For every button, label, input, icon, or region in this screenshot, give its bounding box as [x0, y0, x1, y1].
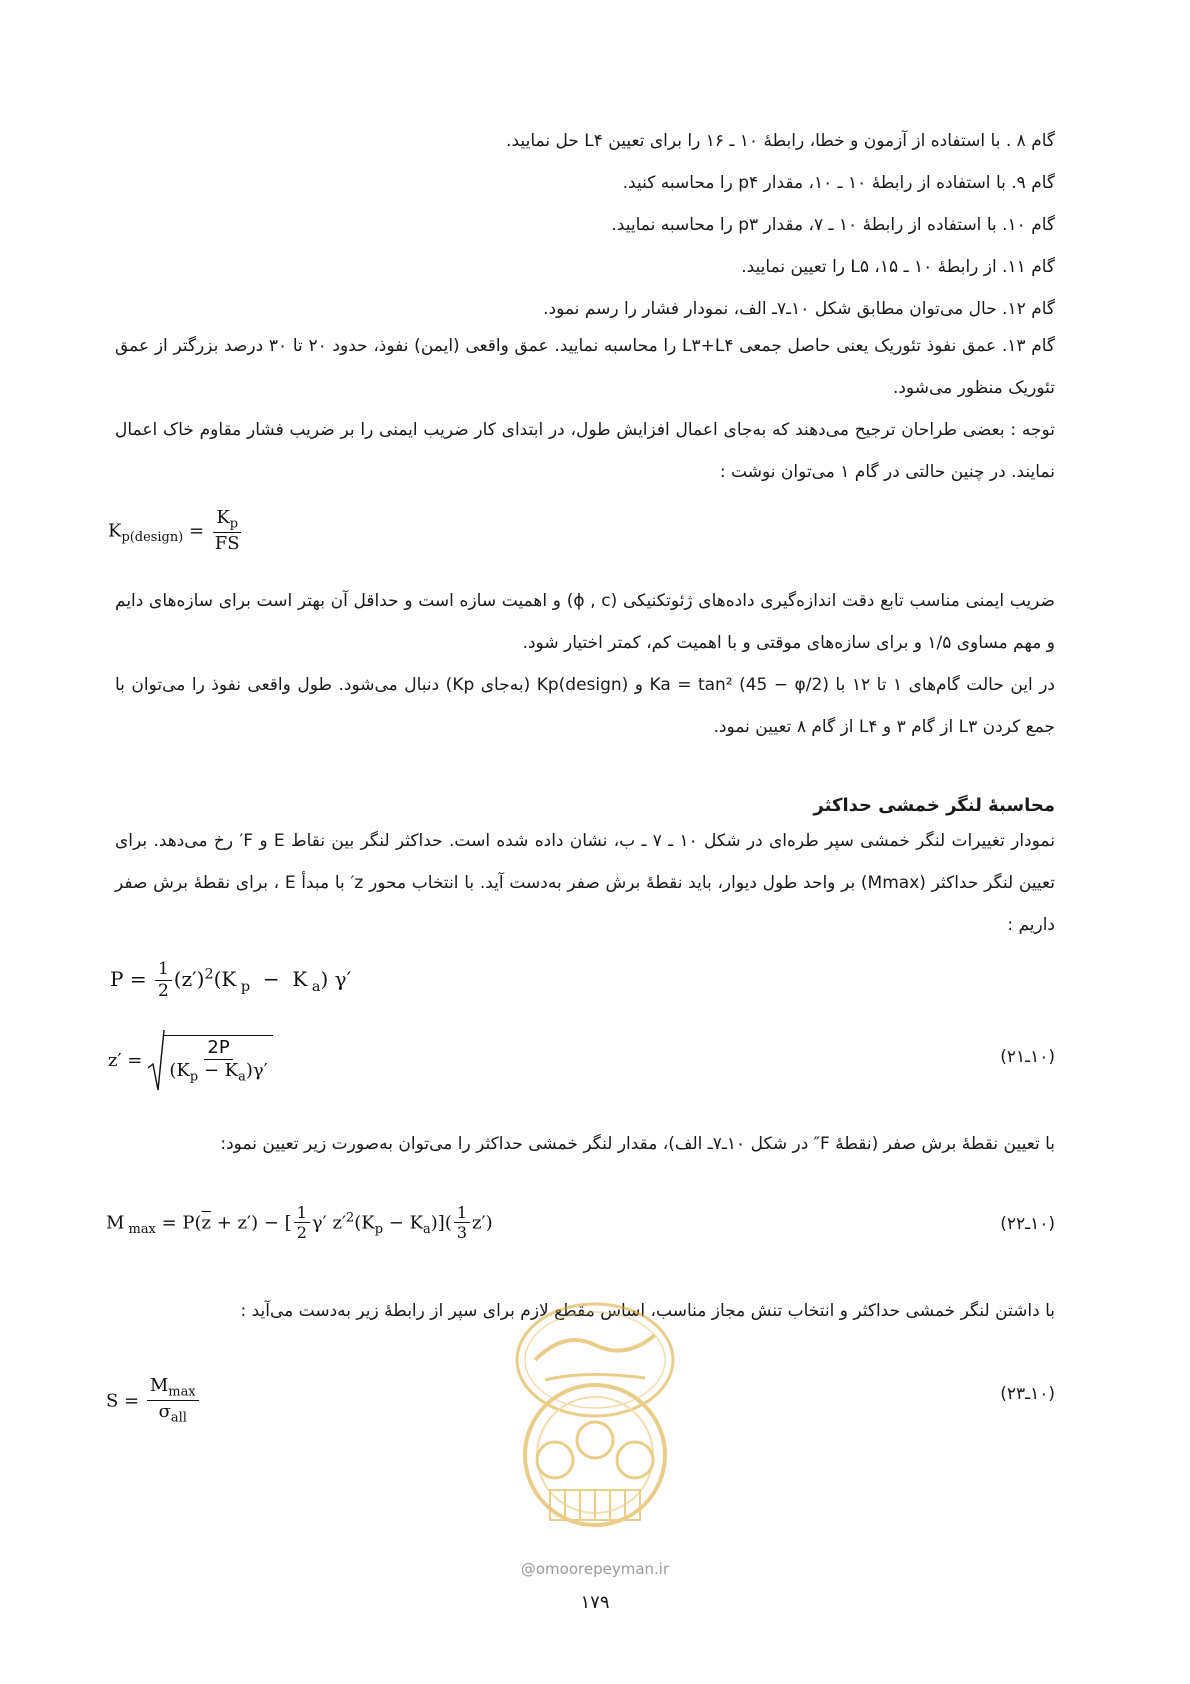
steps-paragraph: در این حالت گام‌های ۱ تا ۱۲ با Ka = tan² (45 − φ/2) و Kp(design) (به‌جای Kp) دنبال می‌شود. طول واقعی نفوذ را می‌توان با جمع کردن L۳ از گام ۳ و L۴ از گام ۸ تعیین نمود.: [115, 675, 1056, 737]
eq-kp-num-sub: p: [229, 516, 239, 532]
equation-22: M $_{max} = P(\overline{z} + z')$ − [ $\frac{1}{2}$ γ′ $z'^2(K_p - K_a)$]( $\frac{1}{3}$ z′): [106, 1203, 493, 1243]
eq-kp-lhs-sub: p(design): [121, 530, 184, 546]
page-number: ۱۷۹: [580, 1592, 610, 1613]
step-9: گام ۹. با استفاده از رابطهٔ ۱۰ ـ ۱۰، مقدار p۴ را محاسبه کنید.: [622, 173, 1055, 193]
moment-paragraph: نمودار تغییرات لنگر خمشی سپر طره‌ای در شکل ۱۰ ـ ۷ ـ ب، نشان داده شده است. حداکثر لنگر بین نقاط E و F′ رخ می‌دهد. برای تعیین لنگر حداکثر (Mmax) بر واحد طول دیوار، باید نقطهٔ برش صفر به‌دست آید. با انتخاب محور z′ با مبدأ E ، برای نقطهٔ برش صفر داریم :: [115, 831, 1055, 935]
equation-kp-design: $K_{p(design)}$ = $\frac{K_p}{FS}$: [108, 508, 245, 555]
watermark-seal-logo: [495, 1290, 695, 1580]
step-13: گام ۱۳. عمق نفوذ تئوریک یعنی حاصل جمعی L۳+L۴ را محاسبه نمایید. عمق واقعی (ایمن) نفوذ، حدود ۲۰ تا ۳۰ درصد بزرگتر از عمق تئوریک منظور می‌شود.: [115, 336, 1056, 398]
eq-kp-num: K: [216, 507, 230, 528]
equation-21: z′ = $\frac{2P}{(K_p - K_a)\gamma'}$: [108, 1028, 273, 1092]
section-modulus-paragraph: با داشتن لنگر خمشی حداکثر و انتخاب تنش مجاز مناسب، اساس مقطع لازم برای سپر از رابطهٔ زیر به‌دست می‌آید :: [240, 1301, 1055, 1321]
equation-23: S = $\frac{M_{max}}{\sigma_{all}}$: [106, 1376, 201, 1427]
step-12: گام ۱۲. حال می‌توان مطابق شکل ۱۰ـ۷ـ الف، نمودار فشار را رسم نمود.: [543, 299, 1055, 319]
safety-factor-paragraph: ضریب ایمنی مناسب تابع دقت اندازه‌گیری داده‌های ژئوتکنیکی (ϕ , c) و اهمیت سازه است و حداقل آن بهتر است برای سازه‌های دایم و مهم مساوی ۱/۵ و برای سازه‌های موقتی و با اهمیت کم، کمتر اختیار شود.: [115, 591, 1055, 653]
step-11: گام ۱۱. از رابطهٔ ۱۰ ـ ۱۵، L۵ را تعیین نمایید.: [741, 257, 1055, 277]
step-10: گام ۱۰. با استفاده از رابطهٔ ۱۰ ـ ۷، مقدار p۳ را محاسبه نمایید.: [611, 215, 1055, 235]
section-heading: محاسبهٔ لنگر خمشی حداکثر: [813, 795, 1055, 816]
equation-21-number: (۱۰ـ۲۱): [1000, 1047, 1055, 1067]
equation-23-number: (۱۰ـ۲۳): [1000, 1384, 1055, 1404]
equation-p: P = $\frac{1}{2}$ $(z')^2(K$ $_p$ − K $_a$) γ′: [110, 959, 352, 1001]
shear-paragraph: با تعیین نقطهٔ برش صفر (نقطهٔ F″ در شکل ۱۰ـ۷ـ الف)، مقدار لنگر خمشی حداکثر را می‌توان به‌صورت زیر تعیین نمود:: [220, 1134, 1055, 1154]
step-8: گام ۸ . با استفاده از آزمون و خطا، رابطهٔ ۱۰ ـ ۱۶ را برای تعیین L۴ حل نمایید.: [506, 131, 1055, 151]
sqrt-icon: [146, 1028, 166, 1092]
equation-22-number: (۱۰ـ۲۲): [1000, 1214, 1055, 1234]
eq-kp-lhs: K: [108, 520, 122, 542]
eq-kp-den: FS: [214, 533, 240, 555]
watermark-text: @omoorepeyman.ir: [520, 1560, 670, 1578]
note-paragraph: توجه : بعضی طراحان ترجیح می‌دهند که به‌جای اعمال افزایش طول، در ابتدای کار ضریب ایمنی را بر ضریب فشار مقاوم خاک اعمال نمایند. در چنین حالتی در گام ۱ می‌توان نوشت :: [115, 420, 1055, 482]
